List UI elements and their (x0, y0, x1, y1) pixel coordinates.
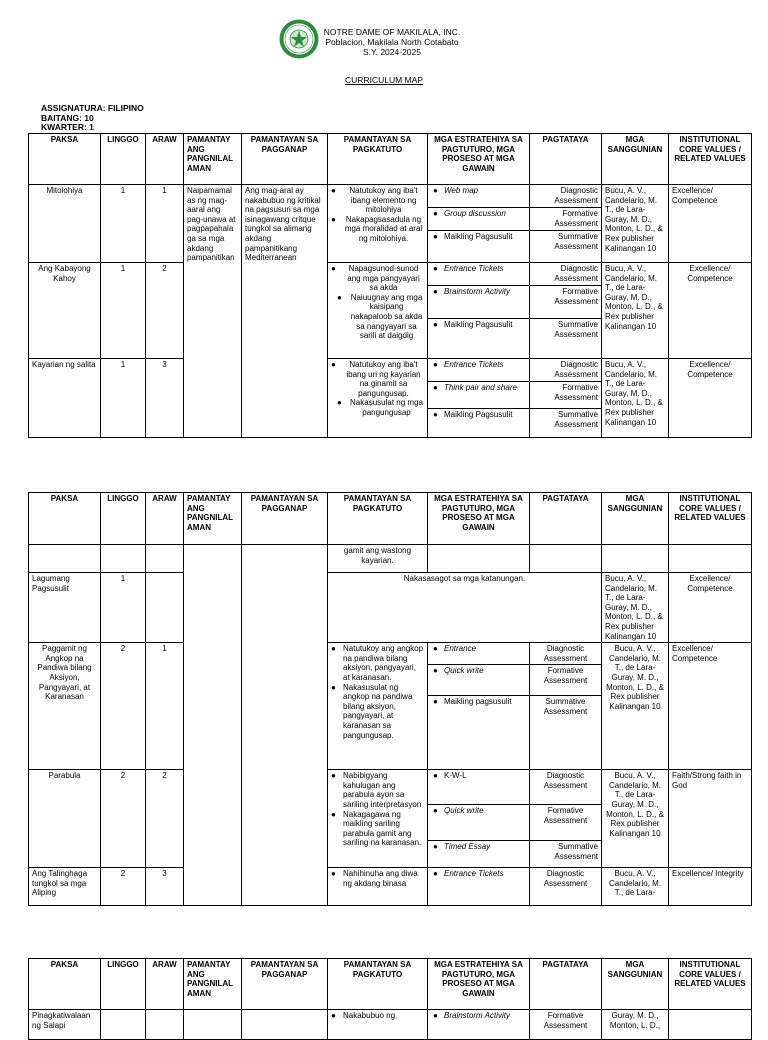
pagganap-cell (242, 1010, 328, 1040)
sanggunian-cell: Bucu, A. V., Candelario, M. T., de Lara-Guray, M. D., Monton, L. D., & Rex publisher Kalinangan 10 (602, 185, 669, 263)
col-estratehiya: MGA ESTRATEHIYA SA PAGTUTURO, MGA PROSESO AT MGA GAWAIN (428, 493, 530, 545)
strategy-item: ● Brainstorm Activity (428, 286, 529, 319)
summative-label: Summative Assessment (543, 697, 588, 716)
strategy-item: ● Timed Essay (428, 841, 529, 853)
col-estratehiya: MGA ESTRATEHIYA SA PAGTUTURO, MGA PROSESO AT MGA GAWAIN (428, 134, 530, 185)
strategies-cell (428, 185, 530, 263)
araw-cell: 2 (146, 770, 184, 868)
assessment-cell (530, 770, 602, 868)
pagkatuto-item: ● Natutukoy ang iba't ibang elemento ng mitolohiya (343, 186, 424, 215)
table-row (29, 643, 752, 770)
strategy-item: ● Maikling Pagsusulit (428, 319, 529, 331)
col-sanggunian: MGA SANGGUNIAN (602, 959, 669, 1010)
table-header-row (29, 134, 752, 185)
pagganap-cell (242, 545, 328, 906)
table-row (29, 185, 752, 263)
strategy-item: ● Quick write (428, 805, 529, 841)
paksa-cell: Kayarian ng salita (29, 359, 101, 438)
pangnilalaman-cell (184, 545, 242, 906)
paksa-cell: Mitolohiya (29, 185, 101, 263)
paksa-cell: Ang Kabayong Kahoy (29, 263, 101, 359)
summative-label: Summative Assessment (554, 410, 598, 429)
strategy-item: ● Maikling Pagsusulit (428, 231, 529, 243)
col-pagkatuto: PAMANTAYAN SA PAGKATUTO (328, 134, 428, 185)
strategy-item: ● Maikling Pagsusulit (428, 409, 529, 421)
sanggunian-cell: Bucu, A. V., Candelario, M. T., de Lara-Guray, M. D., Monton, L. D., & Rex publisher Kalinangan 10 (602, 359, 669, 438)
strategy-item: ● Group discussion (428, 208, 529, 231)
formative-label: Formative Assessment (530, 805, 601, 841)
values-cell: Excellence/ Competence (669, 573, 752, 643)
paksa-cell: Pinagkatiwalaan ng Salapi (29, 1010, 101, 1040)
school-address: Poblacion, Makilala North Cotabato (325, 37, 459, 47)
pagkatuto-item: ● Nakasusulat ng mga pangungusap (349, 398, 424, 417)
pagkatuto-cell (328, 1010, 428, 1040)
pagkatuto-item: ● Nakasusulat ng angkop na pandiwa bilang aksiyon, pangyayari, at karanasan sa pangungusap. (343, 683, 424, 741)
araw-cell: 3 (146, 359, 184, 438)
col-linggo: LINGGO (101, 959, 146, 1010)
col-pagtataya: PAGTATAYA (530, 493, 602, 545)
araw-cell (146, 1010, 184, 1040)
pagganap-cell: Ang mag-aral ay nakabubuo ng kritikal na pagsusuri sa mga isinagawang critque tungkol sa alimang akdang pampanitikang Mediterranean (242, 185, 328, 438)
sanggunian-cell: Bucu, A. V., Candelario, M. T., de Lara-Guray, M. D., Monton, L. D., & Rex publisher Kalinangan 10 (602, 263, 669, 359)
subject-label: ASSIGNATURA: FILIPINO (41, 103, 144, 113)
linggo-cell: 1 (101, 263, 146, 359)
col-paksa: PAKSA (29, 134, 101, 185)
values-cell: Excellence/ Competence (669, 643, 752, 770)
col-araw: ARAW (146, 493, 184, 545)
curriculum-table-1 (28, 133, 752, 438)
strategies-cell (428, 263, 530, 359)
document-meta (41, 104, 144, 133)
summative-label: Summative Assessment (554, 320, 598, 339)
linggo-cell: 1 (101, 359, 146, 438)
col-linggo: LINGGO (101, 134, 146, 185)
table-header-row (29, 493, 752, 545)
strategies-cell (428, 359, 530, 438)
col-pagkatuto: PAMANTAYAN SA PAGKATUTO (328, 493, 428, 545)
values-cell: Excellence/ Competence (669, 359, 752, 438)
strategy-item: ● Maikling pagsusulit (428, 696, 529, 708)
assessment-cell (530, 643, 602, 770)
table-row (29, 573, 752, 643)
col-pagganap: PAMANTAYAN SA PAGGANAP (242, 493, 328, 545)
strategy-item: ● Think pair and share (428, 382, 529, 409)
school-seal-logo (279, 19, 319, 59)
curriculum-table-2 (28, 492, 752, 906)
table-header-row (29, 959, 752, 1010)
table-row (29, 868, 752, 906)
linggo-cell: 2 (101, 770, 146, 868)
document-title: CURRICULUM MAP (345, 75, 423, 85)
formative-label: Formative Assessment (530, 286, 601, 319)
pagkatuto-cell (328, 868, 428, 906)
table-row (29, 359, 752, 438)
values-cell: Excellence/ Competence (669, 185, 752, 263)
assessment-cell (530, 263, 602, 359)
pagkatuto-item: ● Naiuugnay ang mga kaisipang nakapaloob sa akda sa nangyayari sa sarili at daigdig (349, 293, 424, 341)
sanggunian-cell: Bucu, A. V., Candelario, M. T., de Lara-Guray, M. D., Monton, L. D., & Rex publisher Kalinangan 10 (602, 643, 669, 770)
linggo-cell: 2 (101, 643, 146, 770)
col-core-values: INSTITUTIONAL CORE VALUES / RELATED VALUES (669, 493, 752, 545)
formative-label: Formative Assessment (530, 382, 601, 409)
strategies-cell (428, 770, 530, 868)
sanggunian-cell: Bucu, A. V., Candelario, M. T., de Lara-Guray, M. D., Monton, L. D., & Rex publisher Kalinangan 10 (602, 573, 669, 643)
col-pagkatuto: PAMANTAYAN SA PAGKATUTO (328, 959, 428, 1010)
strategy-item: ● Entrance Tickets (428, 868, 529, 880)
strategies-cell (428, 1010, 530, 1040)
values-cell: Excellence/ Competence (669, 263, 752, 359)
col-linggo: LINGGO (101, 493, 146, 545)
paksa-cell: Parabula (29, 770, 101, 868)
diagnostic-label: Diagnostic Assessment (530, 263, 601, 286)
col-sanggunian: MGA SANGGUNIAN (602, 134, 669, 185)
araw-cell (146, 573, 184, 643)
col-pagtataya: PAGTATAYA (530, 134, 602, 185)
values-cell: Excellence/ Integrity (669, 868, 752, 906)
assessment-cell: Diagnostic Assessment (530, 868, 602, 906)
sanggunian-cell (602, 545, 669, 573)
pagkatuto-item: ● Nakapagsasadula ng mga moralidad at aral ng mitolohiya. (343, 215, 424, 244)
page-header (0, 16, 768, 66)
diagnostic-label: Diagnostic Assessment (530, 643, 601, 665)
pangnilalaman-cell (184, 1010, 242, 1040)
assessment-cell: Formative Assessment (530, 1010, 602, 1040)
col-paksa: PAKSA (29, 493, 101, 545)
formative-label: Formative Assessment (530, 208, 601, 231)
diagnostic-label: Diagnostic Assessment (530, 359, 601, 382)
strategy-item: ● K-W-L (428, 770, 529, 805)
pagkatuto-cell (328, 770, 428, 868)
paksa-cell: Lagumang Pagsusulit (29, 573, 101, 643)
school-name: NOTRE DAME OF MAKILALA, INC. (323, 27, 461, 37)
col-araw: ARAW (146, 134, 184, 185)
curriculum-table-3 (28, 958, 752, 1040)
pagkatuto-cell (328, 359, 428, 438)
col-estratehiya: MGA ESTRATEHIYA SA PAGTUTURO, MGA PROSESO AT MGA GAWAIN (428, 959, 530, 1010)
araw-cell: 1 (146, 185, 184, 263)
assessment-cell (530, 185, 602, 263)
diagnostic-label: Diagnostic Assessment (530, 185, 601, 208)
pagkatuto-cell (328, 643, 428, 770)
table-row (29, 1010, 752, 1040)
quarter-label: KWARTER: 1 (41, 122, 94, 132)
values-cell (669, 545, 752, 573)
col-pangnilalaman: PAMANTAY ANG PANGNILAL AMAN (184, 134, 242, 185)
pagkatuto-item: ● Napagsunod-sunod ang mga pangyayari sa akda (343, 264, 424, 293)
linggo-cell (101, 545, 146, 573)
araw-cell (146, 545, 184, 573)
paksa-cell (29, 545, 101, 573)
assessment-cell (530, 545, 602, 573)
col-pangnilalaman: PAMANTAY ANG PANGNILAL AMAN (184, 959, 242, 1010)
strategies-cell (428, 868, 530, 906)
pagkatuto-cell: gamit ang wastong kayarian. (328, 545, 428, 573)
sanggunian-cell: Bucu, A. V., Candelario, M. T., de Lara-Guray, M. D., Monton, L. D., & Rex publisher Kalinangan 10 (602, 770, 669, 868)
strategy-item: ● Web map (428, 185, 529, 208)
pagkatuto-item: ● Nahihinuha ang diwa ng akdang binasa (343, 869, 424, 888)
linggo-cell: 2 (101, 868, 146, 906)
araw-cell: 1 (146, 643, 184, 770)
col-pagtataya: PAGTATAYA (530, 959, 602, 1010)
col-paksa: PAKSA (29, 959, 101, 1010)
strategy-item: ● Brainstorm Activity (428, 1010, 529, 1022)
linggo-cell (101, 1010, 146, 1040)
formative-label: Formative Assessment (530, 665, 601, 696)
summative-label: Summative Assessment (554, 232, 598, 251)
lagumang-description: Nakasasagot sa mga katanungan. (328, 573, 602, 643)
col-core-values: INSTITUTIONAL CORE VALUES / RELATED VALUES (669, 134, 752, 185)
col-pagganap: PAMANTAYAN SA PAGGANAP (242, 959, 328, 1010)
diagnostic-label: Diagnostic Assessment (530, 770, 601, 805)
strategy-item: ● Quick write (428, 665, 529, 696)
linggo-cell: 1 (101, 573, 146, 643)
col-pagganap: PAMANTAYAN SA PAGGANAP (242, 134, 328, 185)
pagkatuto-item: ● Natutukoy ang angkop na pandiwa bilang aksiyon, pangyayari, at karanasan. (343, 644, 424, 682)
sanggunian-cell: Bucu, A. V., Candelario, M. T., de Lara- (602, 868, 669, 906)
pagkatuto-item: ● Nabibigyang kahulugan ang parabula ayon sa sariling interpretasyon (343, 771, 424, 809)
col-core-values: INSTITUTIONAL CORE VALUES / RELATED VALUES (669, 959, 752, 1010)
strategies-cell (428, 643, 530, 770)
table-row (29, 770, 752, 868)
assessment-cell (530, 359, 602, 438)
strategy-item: ● Entrance Tickets (428, 359, 529, 382)
strategy-item: ● Entrance Tickets (428, 263, 529, 286)
school-year: S.Y. 2024-2025 (363, 47, 421, 57)
school-info (323, 27, 461, 57)
paksa-cell: Ang Talinghaga tungkol sa mga Aliping (29, 868, 101, 906)
summative-label: Summative Assessment (554, 842, 598, 861)
pangnilalaman-cell: Naipamamal as ng mag-aaral ang pag-unawa at pagpapahala ga sa mga akdang pampanitikan (184, 185, 242, 438)
col-pangnilalaman: PAMANTAY ANG PANGNILAL AMAN (184, 493, 242, 545)
pagkatuto-cell (328, 263, 428, 359)
pagkatuto-cell (328, 185, 428, 263)
values-cell: Faith/Strong faith in God (669, 770, 752, 868)
values-cell (669, 1010, 752, 1040)
table-row (29, 263, 752, 359)
araw-cell: 2 (146, 263, 184, 359)
pagkatuto-item: ● Nakagagawa ng maikling sariling parabula gamit ang sariling na karanasan. (343, 810, 424, 848)
grade-label: BAITANG: 10 (41, 112, 94, 123)
sanggunian-cell: Guray, M. D., Monton, L. D., (602, 1010, 669, 1040)
col-araw: ARAW (146, 959, 184, 1010)
pagkatuto-item: ● Nakabubuo ng (343, 1011, 424, 1021)
paksa-cell: Paggamit ng Angkop na Pandiwa bilang Aksiyon, Pangyayari, at Karanasan (29, 643, 101, 770)
table-row (29, 545, 752, 573)
strategy-item: ● Entrance (428, 643, 529, 665)
strategies-cell (428, 545, 530, 573)
pagkatuto-item: ● Natutukoy ang iba't ibang uri ng kayarian na ginamit sa pangungusap. (343, 360, 424, 398)
araw-cell: 3 (146, 868, 184, 906)
linggo-cell: 1 (101, 185, 146, 263)
col-sanggunian: MGA SANGGUNIAN (602, 493, 669, 545)
